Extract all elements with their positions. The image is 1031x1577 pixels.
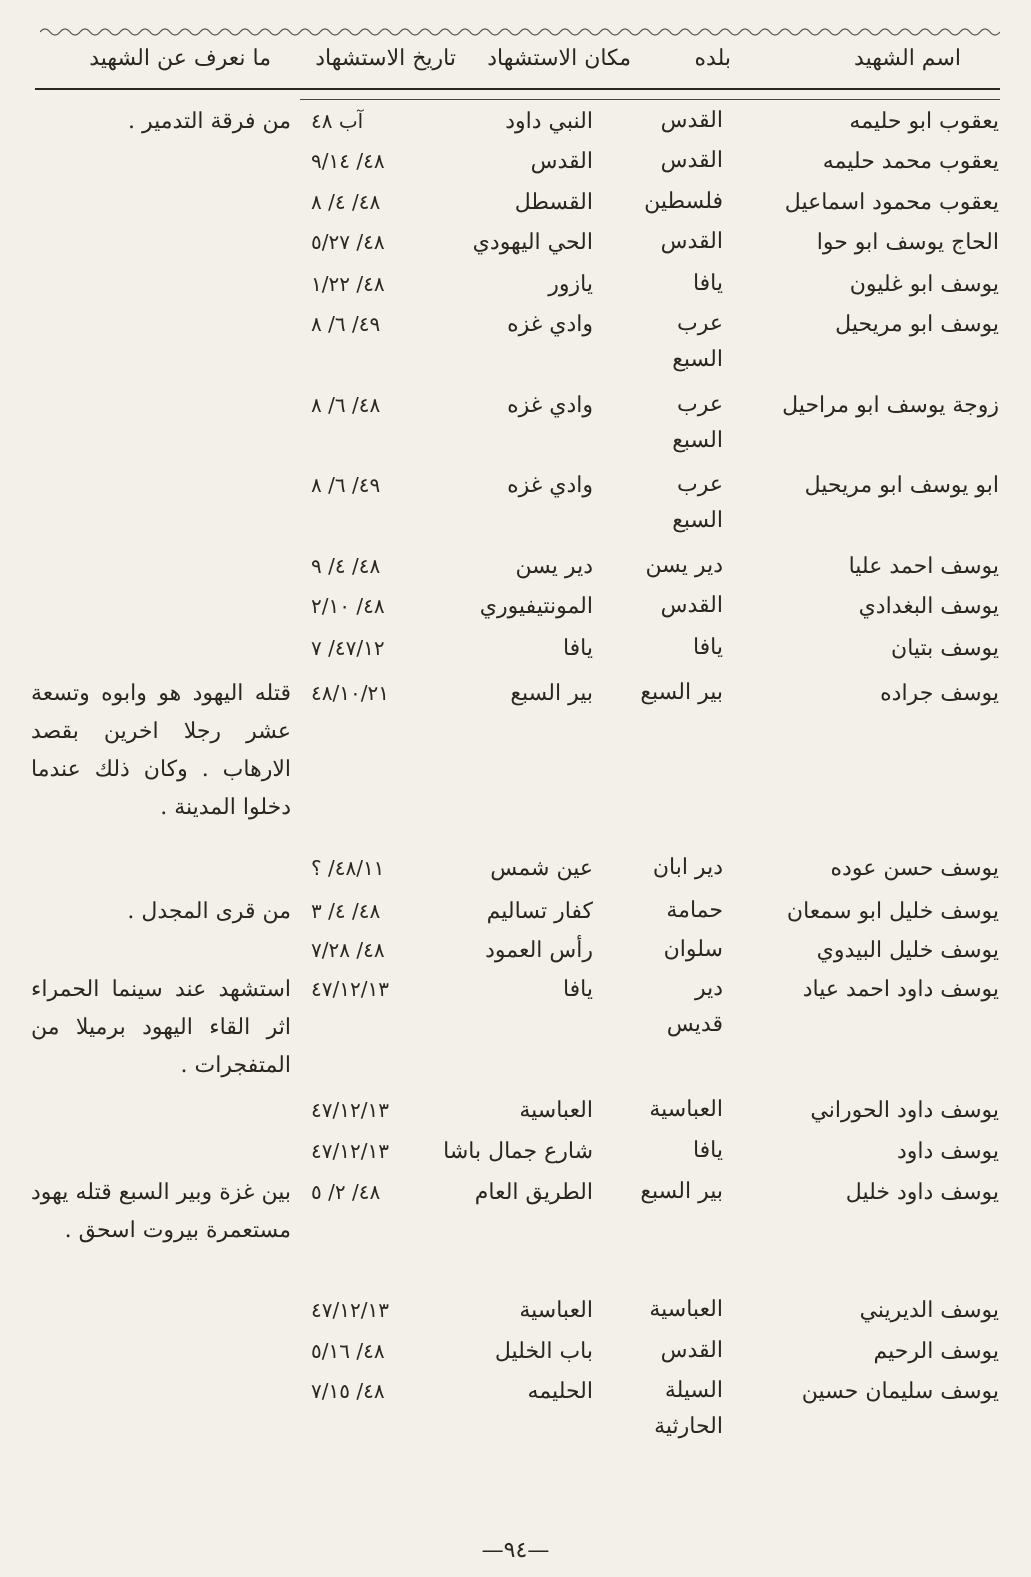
martyrdom-place: الحي اليهودي xyxy=(472,230,593,255)
martyrdom-date: ٤٨/ ٩/١٤ xyxy=(311,149,385,173)
martyr-town: السيلة الحارثية xyxy=(654,1378,723,1439)
martyr-name: يعقوب ابو حليمه xyxy=(849,109,999,134)
martyr-town: بير السبع xyxy=(640,680,723,705)
martyrdom-date: ٤٨/ ٤/ ٩ xyxy=(311,554,381,578)
martyr-name: يوسف داود خليل xyxy=(845,1180,999,1205)
martyr-town: سلوان xyxy=(663,937,723,962)
martyrdom-place: دير يسن xyxy=(515,554,593,579)
martyr-town: القدس xyxy=(660,108,723,133)
martyrdom-date: ٤٨/١١/ ؟ xyxy=(311,856,385,880)
martyr-name: يوسف ابو غليون xyxy=(849,272,999,297)
martyr-name: يوسف احمد عليا xyxy=(848,554,999,579)
martyrdom-place: وادي غزه xyxy=(507,312,593,337)
martyrdom-place: القسطل xyxy=(514,190,593,215)
martyrdom-date: ٤٨/ ٤/ ٣ xyxy=(311,899,381,923)
martyr-name: يوسف البغدادي xyxy=(858,594,999,619)
martyr-town: القدس xyxy=(660,148,723,173)
martyrdom-date: ٤٨/ ٤/ ٨ xyxy=(311,190,381,214)
martyrdom-date: ٤٨/ ٧/١٥ xyxy=(311,1379,385,1403)
martyr-town: القدس xyxy=(660,1338,723,1363)
martyr-town: يافا xyxy=(692,1138,723,1163)
martyr-name: يوسف جراده xyxy=(880,681,999,706)
martyr-name: ابو يوسف ابو مريحيل xyxy=(804,473,999,498)
martyrdom-place: المونتيفيوري xyxy=(479,594,593,619)
martyrdom-place: العباسية xyxy=(519,1098,593,1123)
martyr-name: يوسف ابو مريحيل xyxy=(835,312,999,337)
martyr-name: يعقوب محمود اسماعيل xyxy=(784,190,999,215)
header-town: بلده xyxy=(694,46,731,71)
martyr-name: يوسف الديريني xyxy=(859,1298,999,1323)
martyrdom-place: بير السبع xyxy=(510,681,593,706)
martyrdom-place: يافا xyxy=(562,977,593,1002)
martyrdom-place: يافا xyxy=(562,636,593,661)
header-name: اسم الشهيد xyxy=(854,46,961,71)
martyr-town: العباسية xyxy=(649,1097,723,1122)
page-number: —٩٤— xyxy=(481,1538,550,1563)
header-date: تاريخ الاستشهاد xyxy=(315,46,456,71)
martyr-town: عرب السبع xyxy=(672,392,723,453)
martyrdom-place: كفار تساليم xyxy=(486,899,593,924)
martyrdom-place: رأس العمود xyxy=(485,938,593,963)
martyr-town: دير يسن xyxy=(645,553,723,578)
martyr-town: حمامة xyxy=(666,898,723,923)
martyr-note: من قرى المجدل . xyxy=(127,899,291,924)
martyrdom-date: ٤٨/ ٢/١٠ xyxy=(311,594,385,618)
martyr-note: استشهد عند سينما الحمراء اثر القاء اليهود برميلا من المتفجرات . xyxy=(31,977,291,1078)
martyrdom-place: النبي داود xyxy=(505,109,593,134)
martyr-note: قتله اليهود هو وابوه وتسعة عشر رجلا اخرين بقصد الارهاب . وكان ذلك عندما دخلوا المدينة . xyxy=(31,681,291,820)
martyr-town: فلسطين xyxy=(644,189,723,214)
martyrdom-place: باب الخليل xyxy=(494,1339,593,1364)
header-place: مكان الاستشهاد xyxy=(487,46,631,71)
martyrdom-place: وادي غزه xyxy=(507,393,593,418)
martyrdom-date: ٤٨/ ٢/ ٥ xyxy=(311,1180,381,1204)
martyr-name: يوسف بتيان xyxy=(891,636,999,661)
martyrdom-date: ٤٩/ ٦/ ٨ xyxy=(311,312,381,336)
martyr-town: دير ابان xyxy=(652,855,723,880)
martyr-name: الحاج يوسف ابو حوا xyxy=(816,230,999,255)
martyr-name: يوسف داود xyxy=(896,1139,999,1164)
martyrdom-place: القدس xyxy=(530,149,593,174)
martyrdom-date: آب ٤٨ xyxy=(311,109,364,133)
martyrdom-date: ٤٩/ ٦/ ٨ xyxy=(311,473,381,497)
martyrdom-date: ٤٧/١٢/١٣ xyxy=(311,1139,389,1163)
martyrdom-date: ٤٨/ ١/٢٢ xyxy=(311,272,385,296)
header-notes: ما نعرف عن الشهيد xyxy=(89,46,271,71)
martyrdom-date: ٤٧/١٢/١٣ xyxy=(311,977,389,1001)
martyrdom-place: الطريق العام xyxy=(474,1180,593,1205)
martyrdom-date: ٤٨/١٠/٢١ xyxy=(311,681,389,705)
martyr-name: يوسف الرحيم xyxy=(873,1339,999,1364)
martyrdom-place: العباسية xyxy=(519,1298,593,1323)
header-rule-secondary xyxy=(300,99,1000,100)
martyrdom-place: يازور xyxy=(548,272,593,297)
martyr-name: يوسف سليمان حسين xyxy=(801,1379,999,1404)
martyr-town: عرب السبع xyxy=(672,472,723,533)
martyr-name: يعقوب محمد حليمه xyxy=(822,149,999,174)
martyr-note: بين غزة وبير السبع قتله يهود مستعمرة بيروت اسحق . xyxy=(31,1180,291,1243)
martyr-town: عرب السبع xyxy=(672,311,723,372)
martyr-name: يوسف حسن عوده xyxy=(830,856,999,881)
martyrdom-date: ٤٨/ ٧/٢٨ xyxy=(311,938,385,962)
martyr-town: يافا xyxy=(692,271,723,296)
martyr-town: القدس xyxy=(660,229,723,254)
martyrdom-place: عين شمس xyxy=(490,856,593,881)
martyr-note: من فرقة التدمير . xyxy=(127,109,291,134)
martyr-name: زوجة يوسف ابو مراحيل xyxy=(782,393,999,418)
martyrdom-date: ٤٨/ ٦/ ٨ xyxy=(311,393,381,417)
martyr-town: دير قديس xyxy=(666,976,723,1037)
martyr-town: بير السبع xyxy=(640,1179,723,1204)
martyrdom-place: وادي غزه xyxy=(507,473,593,498)
martyrdom-place: شارع جمال باشا xyxy=(443,1139,593,1164)
martyr-name: يوسف خليل البيدوي xyxy=(816,938,999,963)
martyr-town: العباسية xyxy=(649,1297,723,1322)
top-wavy-border xyxy=(40,26,1000,38)
martyr-name: يوسف داود الحوراني xyxy=(810,1098,999,1123)
martyrdom-date: ٤٨/ ٥/٢٧ xyxy=(311,230,385,254)
martyr-name: يوسف خليل ابو سمعان xyxy=(786,899,999,924)
martyr-town: القدس xyxy=(660,593,723,618)
martyrdom-date: ٤٧/١٢/١٣ xyxy=(311,1298,389,1322)
header-rule xyxy=(35,88,1000,90)
martyrdom-place: الحليمه xyxy=(527,1379,593,1404)
martyrdom-date: ٤٨/ ٥/١٦ xyxy=(311,1339,385,1363)
martyr-town: يافا xyxy=(692,635,723,660)
martyrdom-date: ٤٧/١٢/ ٧ xyxy=(311,636,385,660)
martyr-name: يوسف داود احمد عياد xyxy=(802,977,999,1002)
martyrdom-date: ٤٧/١٢/١٣ xyxy=(311,1098,389,1122)
